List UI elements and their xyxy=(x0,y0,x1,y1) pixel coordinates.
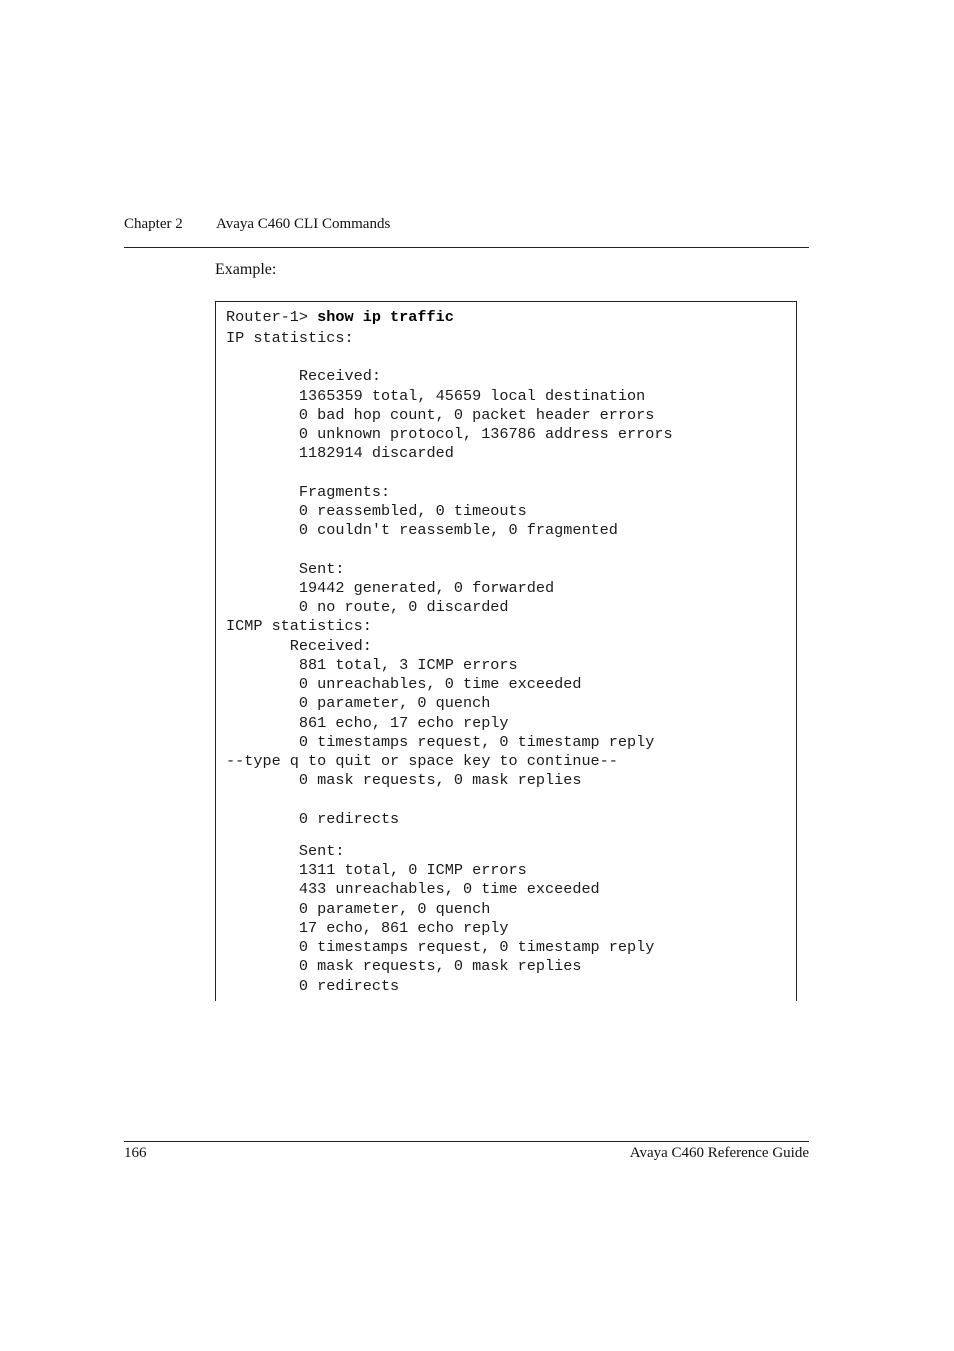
chapter-title: Avaya C460 CLI Commands xyxy=(216,216,391,232)
output-line: Sent: xyxy=(226,842,345,860)
cli-command: show ip traffic xyxy=(317,308,454,326)
output-line: 0 parameter, 0 quench xyxy=(226,900,491,918)
running-footer xyxy=(124,1141,809,1172)
output-line: 0 mask requests, 0 mask replies xyxy=(226,957,582,975)
output-line: 0 parameter, 0 quench xyxy=(226,694,491,712)
page-number: 166 xyxy=(124,1145,147,1161)
guide-title: Avaya C460 Reference Guide xyxy=(629,1145,809,1161)
output-line: 1311 total, 0 ICMP errors xyxy=(226,861,527,879)
output-line: Received: xyxy=(226,367,381,385)
cli-prompt: Router-1> xyxy=(226,308,318,326)
output-line: Fragments: xyxy=(226,483,391,501)
output-line: 0 unreachables, 0 time exceeded xyxy=(226,675,582,693)
output-line: 19442 generated, 0 forwarded xyxy=(226,579,555,597)
output-line: 0 redirects xyxy=(226,977,400,995)
output-line: 0 couldn't reassemble, 0 fragmented xyxy=(226,521,618,539)
output-line: 0 no route, 0 discarded xyxy=(226,598,509,616)
output-line: 0 redirects xyxy=(226,810,400,828)
output-line: ICMP statistics: xyxy=(226,617,372,635)
example-label: Example: xyxy=(215,261,277,278)
command-line xyxy=(226,308,454,326)
output-line: 0 timestamps request, 0 timestamp reply xyxy=(226,733,655,751)
continue-prompt: --type q to quit or space key to continue-- xyxy=(226,752,618,770)
output-line: 861 echo, 17 echo reply xyxy=(226,714,509,732)
output-line: 0 unknown protocol, 136786 address errors xyxy=(226,425,673,443)
output-line: 0 bad hop count, 0 packet header errors xyxy=(226,406,655,424)
output-line: 1365359 total, 45659 local destination xyxy=(226,387,646,405)
output-line: IP statistics: xyxy=(226,329,354,347)
output-line: 0 mask requests, 0 mask replies xyxy=(226,771,582,789)
running-header xyxy=(124,215,809,248)
cli-output-box xyxy=(215,301,797,1001)
output-line: Sent: xyxy=(226,560,345,578)
output-line: 0 timestamps request, 0 timestamp reply xyxy=(226,938,655,956)
output-line: Received: xyxy=(226,637,372,655)
output-line: 433 unreachables, 0 time exceeded xyxy=(226,880,600,898)
output-line: 881 total, 3 ICMP errors xyxy=(226,656,518,674)
output-line: 17 echo, 861 echo reply xyxy=(226,919,509,937)
output-line: 1182914 discarded xyxy=(226,444,454,462)
chapter-label: Chapter 2 xyxy=(124,216,183,232)
output-line: 0 reassembled, 0 timeouts xyxy=(226,502,527,520)
